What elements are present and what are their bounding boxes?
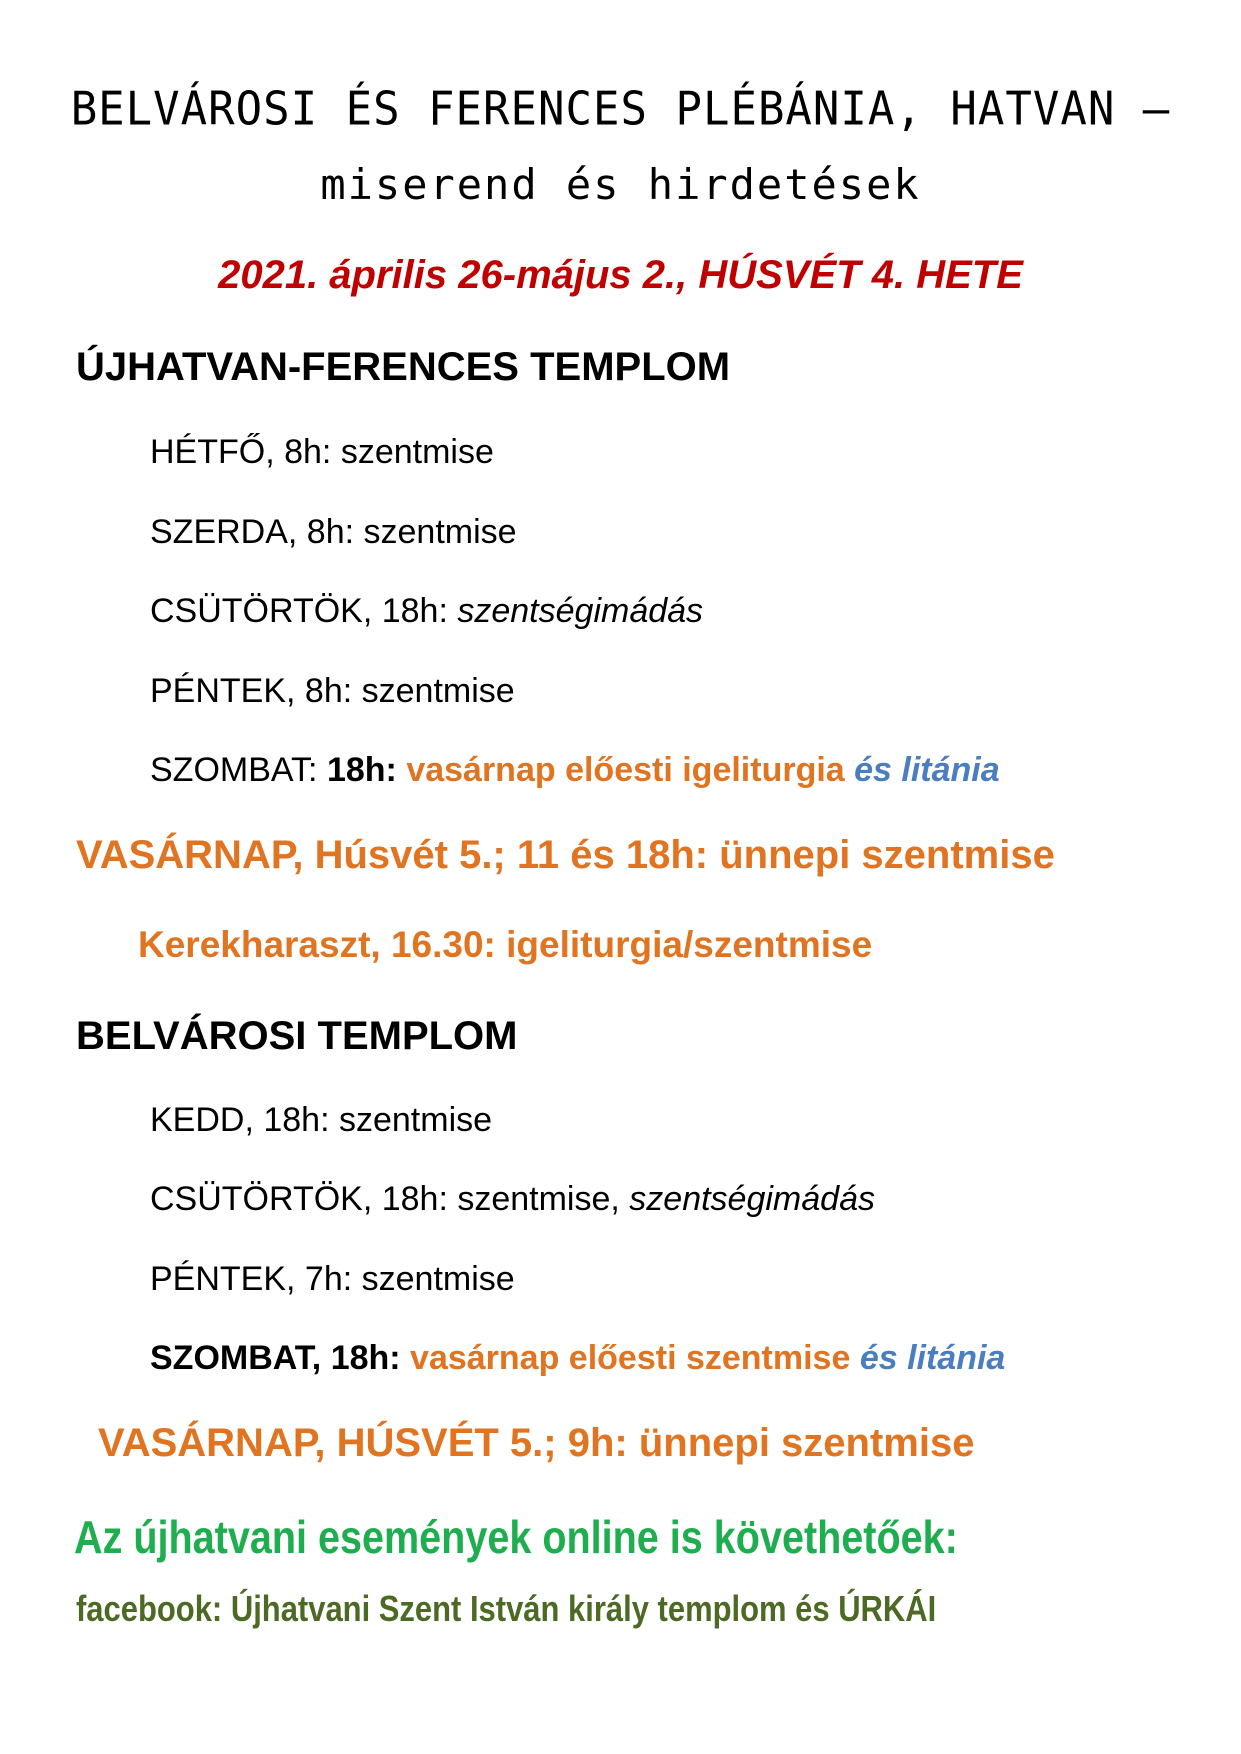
sunday-mass-belvarosi: VASÁRNAP, HÚSVÉT 5.; 9h: ünnepi szentmise <box>98 1421 975 1465</box>
thursday-prefix: CSÜTÖRTÖK, 18h: <box>150 592 458 630</box>
saturday-event: vasárnap előesti igeliturgia <box>406 751 855 789</box>
saturday-extra: és litánia <box>854 751 1000 789</box>
page-subtitle: miserend és hirdetések <box>320 160 921 209</box>
saturday-day: SZOMBAT: <box>150 751 327 789</box>
schedule-row-friday-belvarosi: PÉNTEK, 7h: szentmise <box>150 1260 515 1298</box>
schedule-row-monday: HÉTFŐ, 8h: szentmise <box>150 433 494 471</box>
church-heading-ujhatvan: ÚJHATVAN-FERENCES TEMPLOM <box>76 345 731 389</box>
saturday-time: 18h: <box>326 751 407 789</box>
schedule-row-thursday <box>150 592 703 631</box>
saturday-extra: és litánia <box>859 1339 1006 1377</box>
date-heading: 2021. április 26-május 2., HÚSVÉT 4. HETE <box>218 253 1023 297</box>
schedule-row-tuesday: KEDD, 18h: szentmise <box>150 1101 493 1139</box>
sunday-mass-ujhatvan: VASÁRNAP, Húsvét 5.; 11 és 18h: ünnepi szentmise <box>76 833 1055 877</box>
thursday-event: szentségimádás <box>629 1180 875 1218</box>
schedule-row-saturday-belvarosi <box>150 1339 1005 1378</box>
kerekharaszt-mass: Kerekharaszt, 16.30: igeliturgia/szentmise <box>138 924 873 965</box>
thursday-event: szentségimádás <box>457 592 704 630</box>
schedule-row-wednesday: SZERDA, 8h: szentmise <box>150 513 517 551</box>
saturday-event: vasárnap előesti szentmise <box>410 1339 860 1377</box>
church-heading-belvarosi: BELVÁROSI TEMPLOM <box>76 1014 518 1058</box>
saturday-day: SZOMBAT, 18h: <box>150 1339 411 1377</box>
facebook-notice: facebook: Újhatvani Szent István király templom és ÚRKÁI <box>76 1588 937 1629</box>
schedule-row-saturday <box>150 751 1000 790</box>
schedule-row-friday: PÉNTEK, 8h: szentmise <box>150 672 515 710</box>
page-title: BELVÁROSI ÉS FERENCES PLÉBÁNIA, HATVAN – <box>70 82 1171 137</box>
online-notice: Az újhatvani események online is követhetőek: <box>74 1511 958 1563</box>
thursday-prefix: CSÜTÖRTÖK, 18h: szentmise, <box>150 1180 630 1218</box>
schedule-row-thursday-belvarosi <box>150 1180 875 1219</box>
